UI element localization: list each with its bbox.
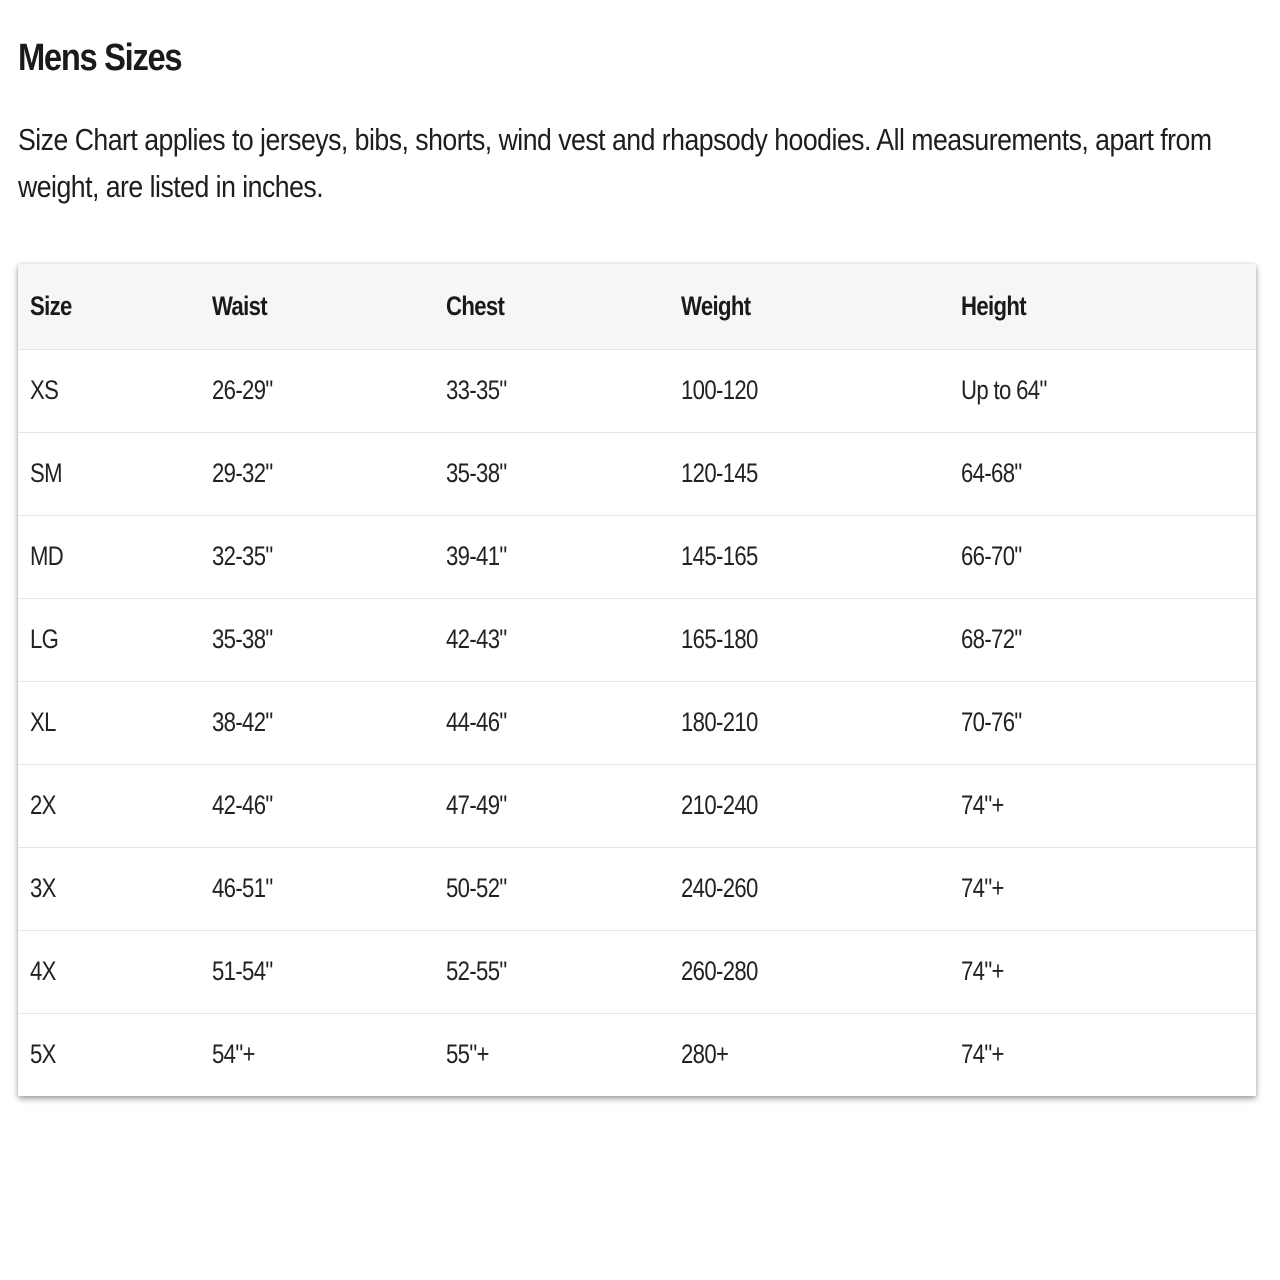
cell-weight: 210-240 <box>681 790 758 820</box>
table-row <box>18 598 1256 681</box>
header-weight: Weight <box>681 290 751 321</box>
cell-size: 5X <box>30 1039 56 1070</box>
cell-chest: 39-41" <box>446 541 507 571</box>
cell-weight: 120-145 <box>681 458 758 488</box>
cell-chest: 55"+ <box>446 1039 489 1070</box>
cell-height: Up to 64" <box>961 375 1047 405</box>
header-height: Height <box>961 290 1026 321</box>
cell-waist: 38-42" <box>212 707 273 737</box>
size-table-card <box>18 264 1256 1096</box>
table-row <box>18 349 1256 432</box>
cell-chest: 52-55" <box>446 956 507 986</box>
table-header-row <box>18 264 1256 349</box>
cell-size: XS <box>30 375 59 405</box>
cell-chest: 33-35" <box>446 375 507 405</box>
cell-size: MD <box>30 541 64 571</box>
cell-height: 74"+ <box>961 1039 1004 1070</box>
cell-waist: 42-46" <box>212 790 273 820</box>
cell-height: 70-76" <box>961 707 1022 737</box>
cell-size: 2X <box>30 790 56 820</box>
cell-height: 74"+ <box>961 790 1004 820</box>
table-row <box>18 930 1256 1013</box>
size-table <box>18 264 1256 1096</box>
header-size: Size <box>30 290 72 321</box>
cell-waist: 32-35" <box>212 541 273 571</box>
table-row <box>18 681 1256 764</box>
cell-weight: 240-260 <box>681 873 758 903</box>
cell-height: 66-70" <box>961 541 1022 571</box>
cell-weight: 180-210 <box>681 707 758 737</box>
cell-chest: 35-38" <box>446 458 507 488</box>
cell-waist: 29-32" <box>212 458 273 488</box>
cell-weight: 100-120 <box>681 375 758 405</box>
cell-weight: 280+ <box>681 1039 729 1070</box>
size-chart-page <box>18 30 1258 210</box>
cell-chest: 47-49" <box>446 790 507 820</box>
table-row <box>18 432 1256 515</box>
cell-waist: 51-54" <box>212 956 273 986</box>
cell-size: LG <box>30 624 59 654</box>
cell-waist: 54"+ <box>212 1039 255 1070</box>
cell-size: 3X <box>30 873 56 903</box>
cell-chest: 42-43" <box>446 624 507 654</box>
cell-height: 74"+ <box>961 873 1004 903</box>
cell-height: 74"+ <box>961 956 1004 986</box>
table-row <box>18 847 1256 930</box>
cell-weight: 165-180 <box>681 624 758 654</box>
cell-size: XL <box>30 707 56 737</box>
page-title: Mens Sizes <box>18 37 182 79</box>
cell-height: 64-68" <box>961 458 1022 488</box>
header-waist: Waist <box>212 290 267 321</box>
table-row <box>18 515 1256 598</box>
cell-weight: 145-165 <box>681 541 758 571</box>
cell-size: SM <box>30 458 62 488</box>
header-chest: Chest <box>446 290 505 321</box>
cell-size: 4X <box>30 956 56 986</box>
cell-chest: 50-52" <box>446 873 507 903</box>
cell-weight: 260-280 <box>681 956 758 986</box>
table-row <box>18 1013 1256 1096</box>
cell-height: 68-72" <box>961 624 1022 654</box>
cell-waist: 26-29" <box>212 375 273 405</box>
cell-waist: 46-51" <box>212 873 273 903</box>
cell-waist: 35-38" <box>212 624 273 654</box>
table-row <box>18 764 1256 847</box>
cell-chest: 44-46" <box>446 707 507 737</box>
intro-text: Size Chart applies to jerseys, bibs, shorts, wind vest and rhapsody hoodies. All measurements, apart from weight, are listed in inches. <box>18 122 1212 204</box>
